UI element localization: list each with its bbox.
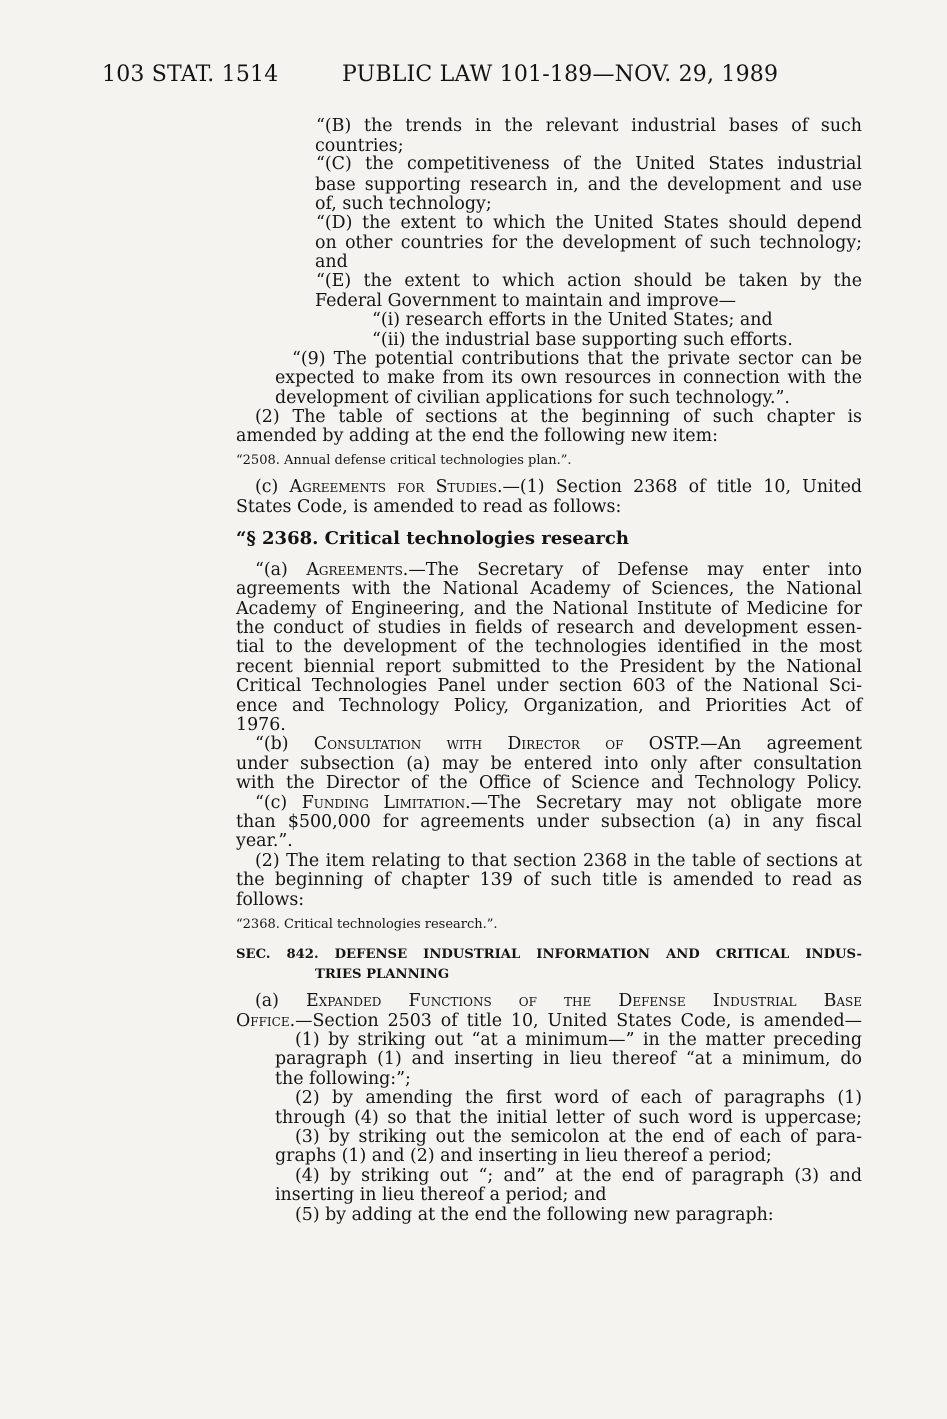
subsection-heading-line: “(a) Agreements.—The Secretary of Defense may enter into [255, 560, 863, 580]
text-line: Federal Government to maintain and improve— [315, 291, 737, 311]
text-line: countries; [315, 136, 404, 156]
text-line: “(C) the competitiveness of the United States industrial [316, 154, 862, 174]
text-line: (2) The item relating to that section 2368 in the table of sections at [255, 851, 862, 871]
text-line: ence and Technology Policy, Organization, and Priorities Act of [236, 696, 862, 716]
subsection-heading-line: “(c) Funding Limitation.—The Secretary may not obligate more [255, 793, 862, 813]
text-line: follows: [236, 890, 305, 910]
subsection-heading-line: “(b) Consultation with Director of OSTP.—An agreement [255, 734, 862, 754]
table-item: “2508. Annual defense critical technologies plan.”. [236, 453, 572, 468]
text-line: graphs (1) and (2) and inserting in lieu thereof a period; [275, 1146, 772, 1166]
sec-842-heading: SEC. 842. DEFENSE INDUSTRIAL INFORMATION AND CRITICAL INDUS- [236, 947, 862, 962]
text-line: paragraph (1) and inserting in lieu thereof “at a minimum, do [275, 1049, 862, 1069]
text-line: (2) by amending the first word of each of paragraphs (1) [295, 1088, 862, 1108]
sec-842-heading-cont: TRIES PLANNING [315, 967, 450, 982]
text-line: (3) by striking out the semicolon at the end of each of para- [295, 1127, 862, 1147]
text-line: the beginning of chapter 139 of such title is amended to read as [236, 870, 862, 890]
text-line: (2) The table of sections at the beginning of such chapter is [255, 407, 862, 427]
text-line: Academy of Engineering, and the National Institute of Medicine for [236, 599, 862, 619]
text-line: amended by adding at the end the following new item: [236, 426, 718, 446]
text-line: development of civilian applications for such technology.”. [275, 388, 790, 408]
subsection-heading-line: (a) Expanded Functions of the Defense Industrial Base [255, 991, 862, 1011]
text-line: expected to make from its own resources in connection with the [275, 368, 862, 388]
text-line: recent biennial report submitted to the President by the National [236, 657, 862, 677]
text-line: tial to the development of the technologies identified in the most [236, 637, 862, 657]
text-line: under subsection (a) may be entered into only after consultation [236, 754, 862, 774]
text-line: inserting in lieu thereof a period; and [275, 1185, 607, 1205]
text-line: with the Director of the Office of Science and Technology Policy. [236, 773, 862, 793]
text-line: the conduct of studies in fields of research and development essen- [236, 618, 862, 638]
text-line: through (4) so that the initial letter of such word is uppercase; [275, 1108, 862, 1128]
text-line: of, such technology; [315, 194, 492, 214]
text-line: on other countries for the development of such technology; [315, 233, 862, 253]
text-line: “(ii) the industrial base supporting such efforts. [372, 330, 793, 350]
public-law-header: PUBLIC LAW 101-189—NOV. 29, 1989 [342, 62, 779, 87]
text-line: agreements with the National Academy of Sciences, the National [236, 579, 862, 599]
text-line: the following:”; [275, 1069, 411, 1089]
stat-page-number: 103 STAT. 1514 [102, 62, 279, 87]
text-line: “(E) the extent to which action should be taken by the [316, 271, 862, 291]
text-line: “(D) the extent to which the United States should depend [316, 213, 862, 233]
subsection-heading-line: (c) Agreements for Studies.—(1) Section 2368 of title 10, United [255, 477, 863, 497]
text-line: year.”. [236, 831, 293, 851]
text-line: States Code, is amended to read as follows: [236, 497, 622, 517]
subsection-heading-line: Office.—Section 2503 of title 10, United States Code, is amended— [236, 1011, 862, 1031]
text-line: (1) by striking out “at a minimum—” in the matter preceding [295, 1030, 862, 1050]
text-line: (5) by adding at the end the following new paragraph: [295, 1205, 774, 1225]
text-line: Critical Technologies Panel under section 603 of the National Sci- [236, 676, 862, 696]
section-heading: “§ 2368. Critical technologies research [236, 528, 629, 549]
text-line: (4) by striking out “; and” at the end of paragraph (3) and [295, 1166, 862, 1186]
text-line: “(B) the trends in the relevant industrial bases of such [316, 116, 862, 136]
text-line: 1976. [236, 715, 286, 735]
table-item: “2368. Critical technologies research.”. [236, 917, 498, 932]
text-line: “(9) The potential contributions that the private sector can be [292, 349, 862, 369]
text-line: “(i) research efforts in the United States; and [372, 310, 773, 330]
text-line: and [315, 252, 348, 272]
text-line: than $500,000 for agreements under subsection (a) in any fiscal [236, 812, 862, 832]
text-line: base supporting research in, and the development and use [315, 175, 862, 195]
